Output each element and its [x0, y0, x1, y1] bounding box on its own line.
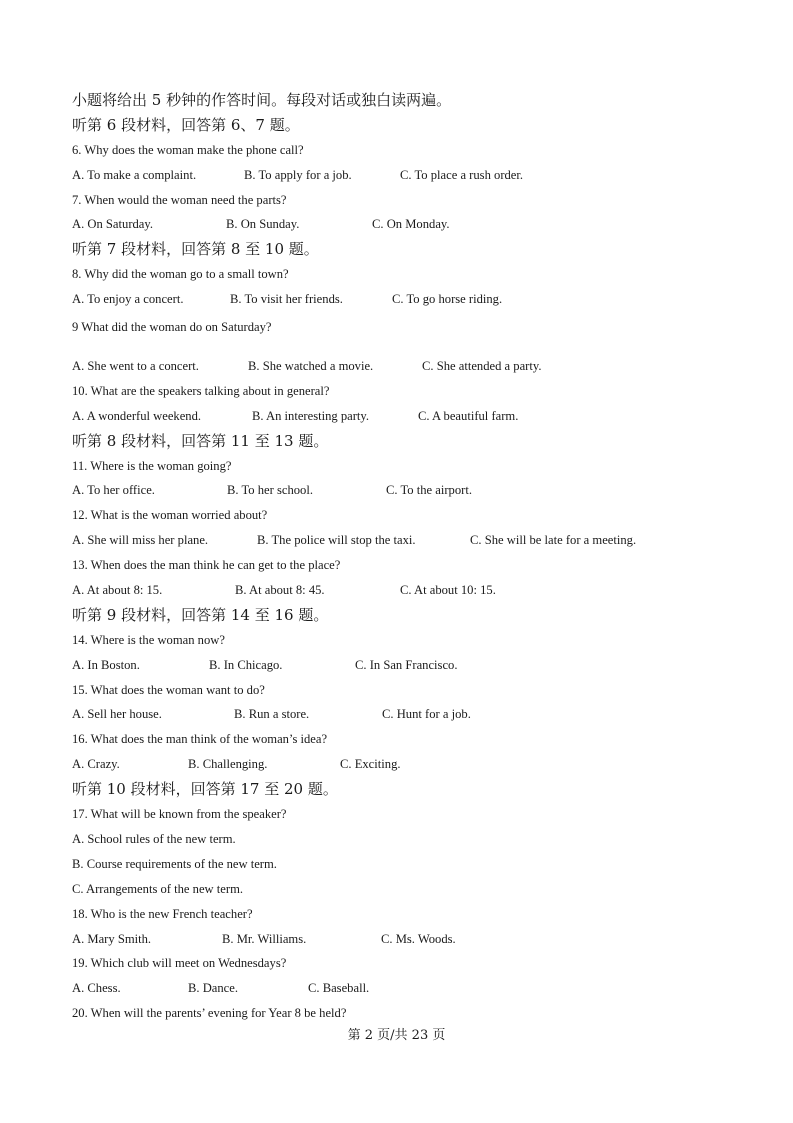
option-c: C. To the airport.: [386, 483, 472, 498]
option-c: C. Ms. Woods.: [381, 931, 456, 946]
option-b: B. Dance.: [188, 981, 239, 996]
section-heading-7: 听第 7 段材料，回答第 8 至 10 题。: [72, 240, 319, 259]
instruction-text: 小题将给出 5 秒钟的作答时间。每段对话或独白读两遍。: [72, 91, 452, 109]
option-c: C. At about 10: 15.: [400, 583, 496, 598]
option-c: C. In San Francisco.: [355, 657, 458, 672]
option-a: A. Sell her house.: [72, 707, 162, 722]
question-13: 13. When does the man think he can get to the place?: [72, 558, 341, 573]
question-17: 17. What will be known from the speaker?: [72, 807, 287, 822]
option-b: B. In Chicago.: [209, 657, 283, 672]
option-c: C. Hunt for a job.: [382, 707, 471, 722]
page-number: 第 2 页/共 23 页: [347, 1028, 446, 1043]
option-c: C. To go horse riding.: [392, 292, 503, 307]
exam-page: [72, 88, 732, 1026]
options-18: [72, 927, 732, 952]
question-6: 6. Why does the woman make the phone call?: [72, 142, 304, 157]
option-a: A. On Saturday.: [72, 217, 154, 232]
option-b: B. On Sunday.: [226, 217, 300, 232]
option-b: B. She watched a movie.: [248, 359, 374, 374]
option-b: B. At about 8: 45.: [235, 583, 325, 598]
question-9: 9 What did the woman do on Saturday?: [72, 320, 272, 335]
section-heading-9: 听第 9 段材料，回答第 14 至 16 题。: [72, 605, 329, 624]
question-20: 20. When will the parents’ evening for Year 8 be held?: [72, 1006, 347, 1021]
options-15: [72, 702, 732, 727]
options-9: [72, 354, 732, 379]
options-10: [72, 404, 732, 429]
question-7: 7. When would the woman need the parts?: [72, 192, 287, 207]
question-14: 14. Where is the woman now?: [72, 632, 225, 647]
option-c: C. Exciting.: [340, 757, 401, 772]
option-c: C. She will be late for a meeting.: [470, 533, 637, 548]
options-12: [72, 528, 732, 553]
question-19: 19. Which club will meet on Wednesdays?: [72, 956, 287, 971]
options-16: [72, 752, 732, 777]
option-a: A. Chess.: [72, 981, 121, 996]
option-c: C. A beautiful farm.: [418, 408, 519, 423]
question-16: 16. What does the man think of the woman’s idea?: [72, 732, 328, 747]
option-a: A. She went to a concert.: [72, 359, 199, 374]
option-a: A. Crazy.: [72, 757, 120, 772]
section-heading-6: 听第 6 段材料，回答第 6、7 题。: [72, 115, 300, 134]
question-15: 15. What does the woman want to do?: [72, 682, 265, 697]
question-8: 8. Why did the woman go to a small town?: [72, 267, 289, 282]
options-13: [72, 578, 732, 603]
option-17-c: C. Arrangements of the new term.: [72, 881, 244, 896]
section-heading-8: 听第 8 段材料，回答第 11 至 13 题。: [72, 431, 329, 450]
spacer: [72, 340, 732, 354]
option-a: A. To enjoy a concert.: [72, 292, 184, 307]
option-17-a: A. School rules of the new term.: [72, 831, 236, 846]
option-b: B. To her school.: [227, 483, 313, 498]
option-17-b: B. Course requirements of the new term.: [72, 856, 277, 871]
options-6: [72, 163, 732, 188]
options-14: [72, 653, 732, 678]
option-b: B. The police will stop the taxi.: [257, 533, 416, 548]
options-8: [72, 287, 732, 312]
option-c: C. On Monday.: [372, 217, 450, 232]
option-a: A. To make a complaint.: [72, 167, 197, 182]
question-10: 10. What are the speakers talking about in general?: [72, 383, 330, 398]
option-a: A. Mary Smith.: [72, 931, 152, 946]
option-a: A. To her office.: [72, 483, 155, 498]
option-c: C. Baseball.: [308, 981, 370, 996]
options-7: [72, 212, 732, 237]
option-a: A. In Boston.: [72, 657, 140, 672]
option-c: C. To place a rush order.: [400, 167, 524, 182]
question-12: 12. What is the woman worried about?: [72, 508, 268, 523]
options-11: [72, 478, 732, 503]
option-b: B. To visit her friends.: [230, 292, 343, 307]
option-c: C. She attended a party.: [422, 359, 542, 374]
option-b: B. Run a store.: [234, 707, 310, 722]
option-b: B. Challenging.: [188, 757, 268, 772]
question-11: 11. Where is the woman going?: [72, 458, 232, 473]
option-a: A. A wonderful weekend.: [72, 408, 202, 423]
section-heading-10: 听第 10 段材料，回答第 17 至 20 题。: [72, 780, 338, 799]
question-18: 18. Who is the new French teacher?: [72, 906, 253, 921]
options-19: [72, 976, 732, 1001]
option-a: A. She will miss her plane.: [72, 533, 209, 548]
option-a: A. At about 8: 15.: [72, 583, 163, 598]
option-b: B. To apply for a job.: [244, 167, 352, 182]
option-b: B. An interesting party.: [252, 408, 370, 423]
option-b: B. Mr. Williams.: [222, 931, 307, 946]
